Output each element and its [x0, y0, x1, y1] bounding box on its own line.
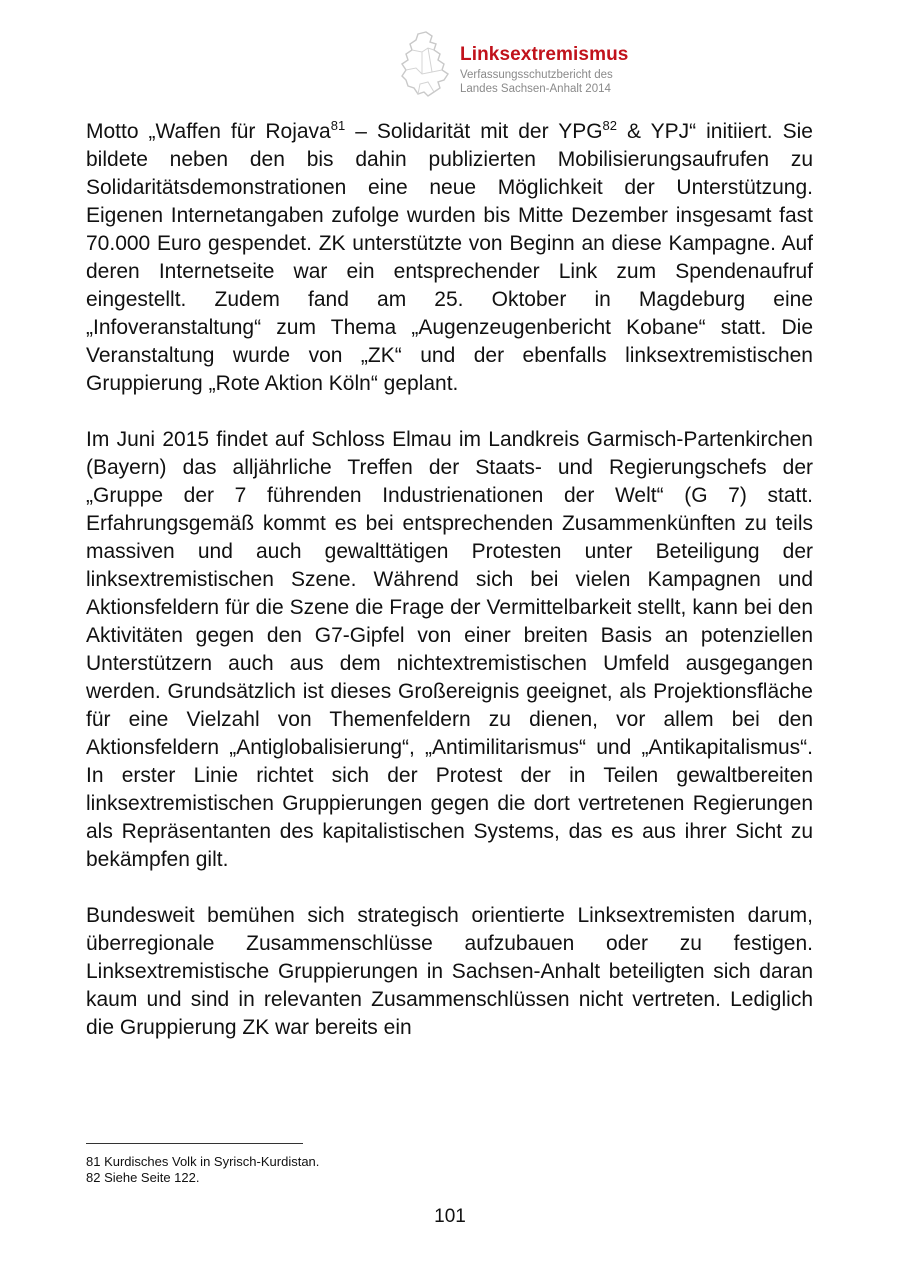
- paragraph-1-text-a: Motto „Waffen für Rojava: [86, 120, 331, 143]
- footnotes: [86, 1154, 319, 1186]
- body-text: [86, 118, 813, 1042]
- footnote-ref-82: 82: [602, 118, 618, 133]
- paragraph-1: [86, 118, 813, 398]
- header-subtitle-line2: Landes Sachsen-Anhalt 2014: [460, 83, 611, 95]
- footnote-81: 81 Kurdisches Volk in Syrisch-Kurdistan.: [86, 1154, 320, 1169]
- page-header: [398, 30, 698, 102]
- paragraph-2: Im Juni 2015 findet auf Schloss Elmau im Landkreis Garmisch-Partenkirchen (Bayern) das alljährliche Treffen der Staats- und Regierungschefs der „Gruppe der 7 führenden Industrienationen der Welt“ (G 7) statt. Erfahrungsgemäß kommt es bei entsprechenden Zusammenkünften zu teils massiven und auch gewalttätigen Protesten unter Beteiligung der linksextremistischen Szene. Während sich bei vielen Kampagnen und Aktionsfeldern für die Szene die Frage der Vermittelbarkeit stellt, kann bei den Aktivitäten gegen den G7-Gipfel von einer breiten Basis an potenziellen Unterstützern auch aus dem nichtextremistischen Umfeld ausgegangen werden. Grundsätzlich ist dieses Großereignis geeignet, als Projektionsfläche für eine Vielzahl von Themenfeldern zu dienen, vor allem bei den Aktionsfeldern „Antiglobalisierung“, „Antimilitarismus“ und „Antikapitalismus“. In erster Linie richtet sich der Protest der in Teilen gewaltbereiten linksextremistischen Gruppierungen gegen die dort vertretenen Regierungen als Repräsentanten des kapitalistischen Systems, das es aus ihrer Sicht zu bekämpfen gilt.: [86, 428, 813, 871]
- sachsen-anhalt-map-icon: [398, 30, 454, 100]
- paragraph-3: Bundesweit bemühen sich strategisch orientierte Linksextremisten darum, überregionale Zusammenschlüsse aufzubauen oder zu festigen. Linksextremistische Gruppierungen in Sachsen-Anhalt beteiligten sich daran kaum und sind in relevanten Zusammenschlüssen nicht vertreten. Lediglich die Gruppierung ZK war bereits ein: [86, 904, 813, 1039]
- paragraph-1-text-b: – Solidarität mit der YPG: [345, 120, 603, 143]
- footnote-divider: [86, 1143, 303, 1144]
- paragraph-1-text-c: & YPJ“ initiiert. Sie bildete neben den bis dahin publizierten Mobilisierungsaufrufen zu Solidaritätsdemonstrationen eine neue Möglichkeit der Unterstützung. Eigenen Internetangaben zufolge wurden bis Mitte Dezember insgesamt fast 70.000 Euro gespendet. ZK unterstützte von Beginn an diese Kampagne. Auf deren Internetseite war ein entsprechender Link zum Spendenaufruf eingestellt. Zudem fand am 25. Oktober in Magdeburg eine „Infoveranstaltung“ zum Thema „Augenzeugenbericht Kobane“ statt. Die Veranstaltung wurde von „ZK“ und der ebenfalls linksextremistischen Gruppierung „Rote Aktion Köln“ geplant.: [86, 120, 813, 395]
- footnote-82: 82 Siehe Seite 122.: [86, 1170, 200, 1185]
- header-title: Linksextremismus: [460, 44, 629, 65]
- header-subtitle-line1: Verfassungsschutzbericht des: [460, 69, 613, 81]
- footnote-ref-81: 81: [330, 118, 346, 133]
- page-number: 101: [434, 1206, 466, 1227]
